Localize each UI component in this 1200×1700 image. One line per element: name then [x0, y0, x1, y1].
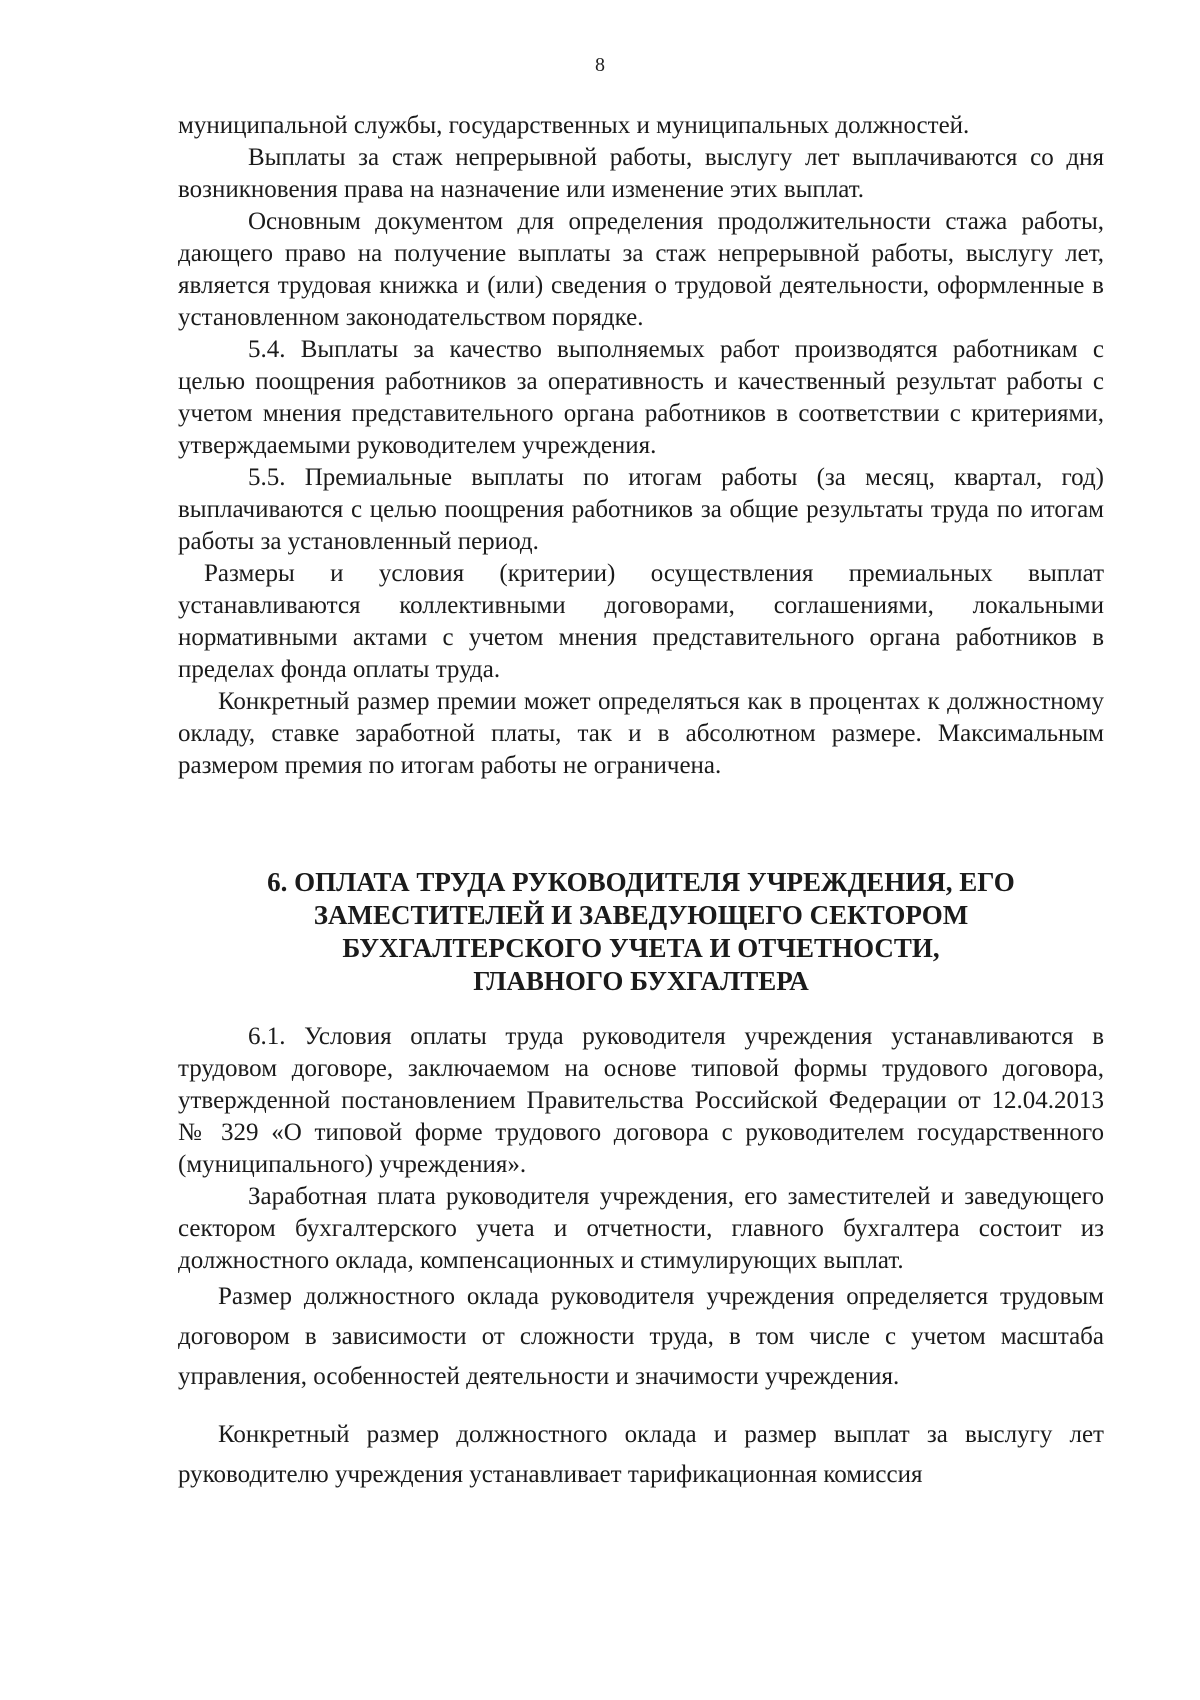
paragraph: Размеры и условия (критерии) осуществления премиальных выплат устанавливаются коллективными договорами, соглашениями, локальными нормативными актами с учетом мнения представительного органа работников в пределах фонда оплаты труда.: [178, 560, 1104, 683]
paragraph: Конкретный размер должностного оклада и размер выплат за выслугу лет руководителю учреждения устанавливает тарификационная комиссия: [178, 1421, 1104, 1488]
paragraph: муниципальной службы, государственных и муниципальных должностей.: [178, 112, 970, 139]
section-5-text: [178, 110, 1104, 782]
paragraph: 5.5. Премиальные выплаты по итогам работы (за месяц, квартал, год) выплачиваются с целью поощрения работников за общие результаты труда по итогам работы за установленный период.: [178, 464, 1104, 555]
section-6-text: [178, 1021, 1104, 1495]
paragraph: 5.4. Выплаты за качество выполняемых работ производятся работникам с целью поощрения работников за оперативность и качественный результат работы с учетом мнения представительного органа работников в соответствии с критериями, утверждаемыми руководителем учреждения.: [178, 336, 1104, 459]
paragraph: 6.1. Условия оплаты труда руководителя учреждения устанавливаются в трудовом договоре, заключаемом на основе типовой формы трудового договора, утвержденной постановлением Правительства Российской Федерации от 12.04.2013 № 329 «О типовой форме трудового договора с руководителем государственного (муниципального) учреждения».: [178, 1023, 1104, 1178]
heading-line: 6. ОПЛАТА ТРУДА РУКОВОДИТЕЛЯ УЧРЕЖДЕНИЯ, ЕГО: [267, 867, 1015, 897]
paragraph: Заработная плата руководителя учреждения, его заместителей и заведующего сектором бухгалтерского учета и отчетности, главного бухгалтера состоит из должностного оклада, компенсационных и стимулирующих выплат.: [178, 1183, 1104, 1274]
heading-line: БУХГАЛТЕРСКОГО УЧЕТА И ОТЧЕТНОСТИ,: [342, 933, 940, 963]
paragraph: Основным документом для определения продолжительности стажа работы, дающего право на получение выплаты за стаж непрерывной работы, выслугу лет, является трудовая книжка и (или) сведения о трудовой деятельности, оформленные в установленном законодательством порядке.: [178, 208, 1104, 331]
heading-line: ЗАМЕСТИТЕЛЕЙ И ЗАВЕДУЮЩЕГО СЕКТОРОМ: [313, 900, 969, 930]
paragraph: Конкретный размер премии может определяться как в процентах к должностному окладу, ставке заработной платы, так и в абсолютном размере. Максимальным размером премия по итогам работы не ограничена.: [178, 688, 1104, 779]
heading-line: ГЛАВНОГО БУХГАЛТЕРА: [473, 966, 809, 996]
paragraph: Размер должностного оклада руководителя учреждения определяется трудовым договором в зависимости от сложности труда, в том числе с учетом масштаба управления, особенностей деятельности и значимости учреждения.: [178, 1283, 1104, 1390]
paragraph: Выплаты за стаж непрерывной работы, выслугу лет выплачиваются со дня возникновения права на назначение или изменение этих выплат.: [178, 144, 1104, 203]
page-number: 8: [595, 54, 605, 76]
section-6-heading: [178, 866, 1104, 998]
